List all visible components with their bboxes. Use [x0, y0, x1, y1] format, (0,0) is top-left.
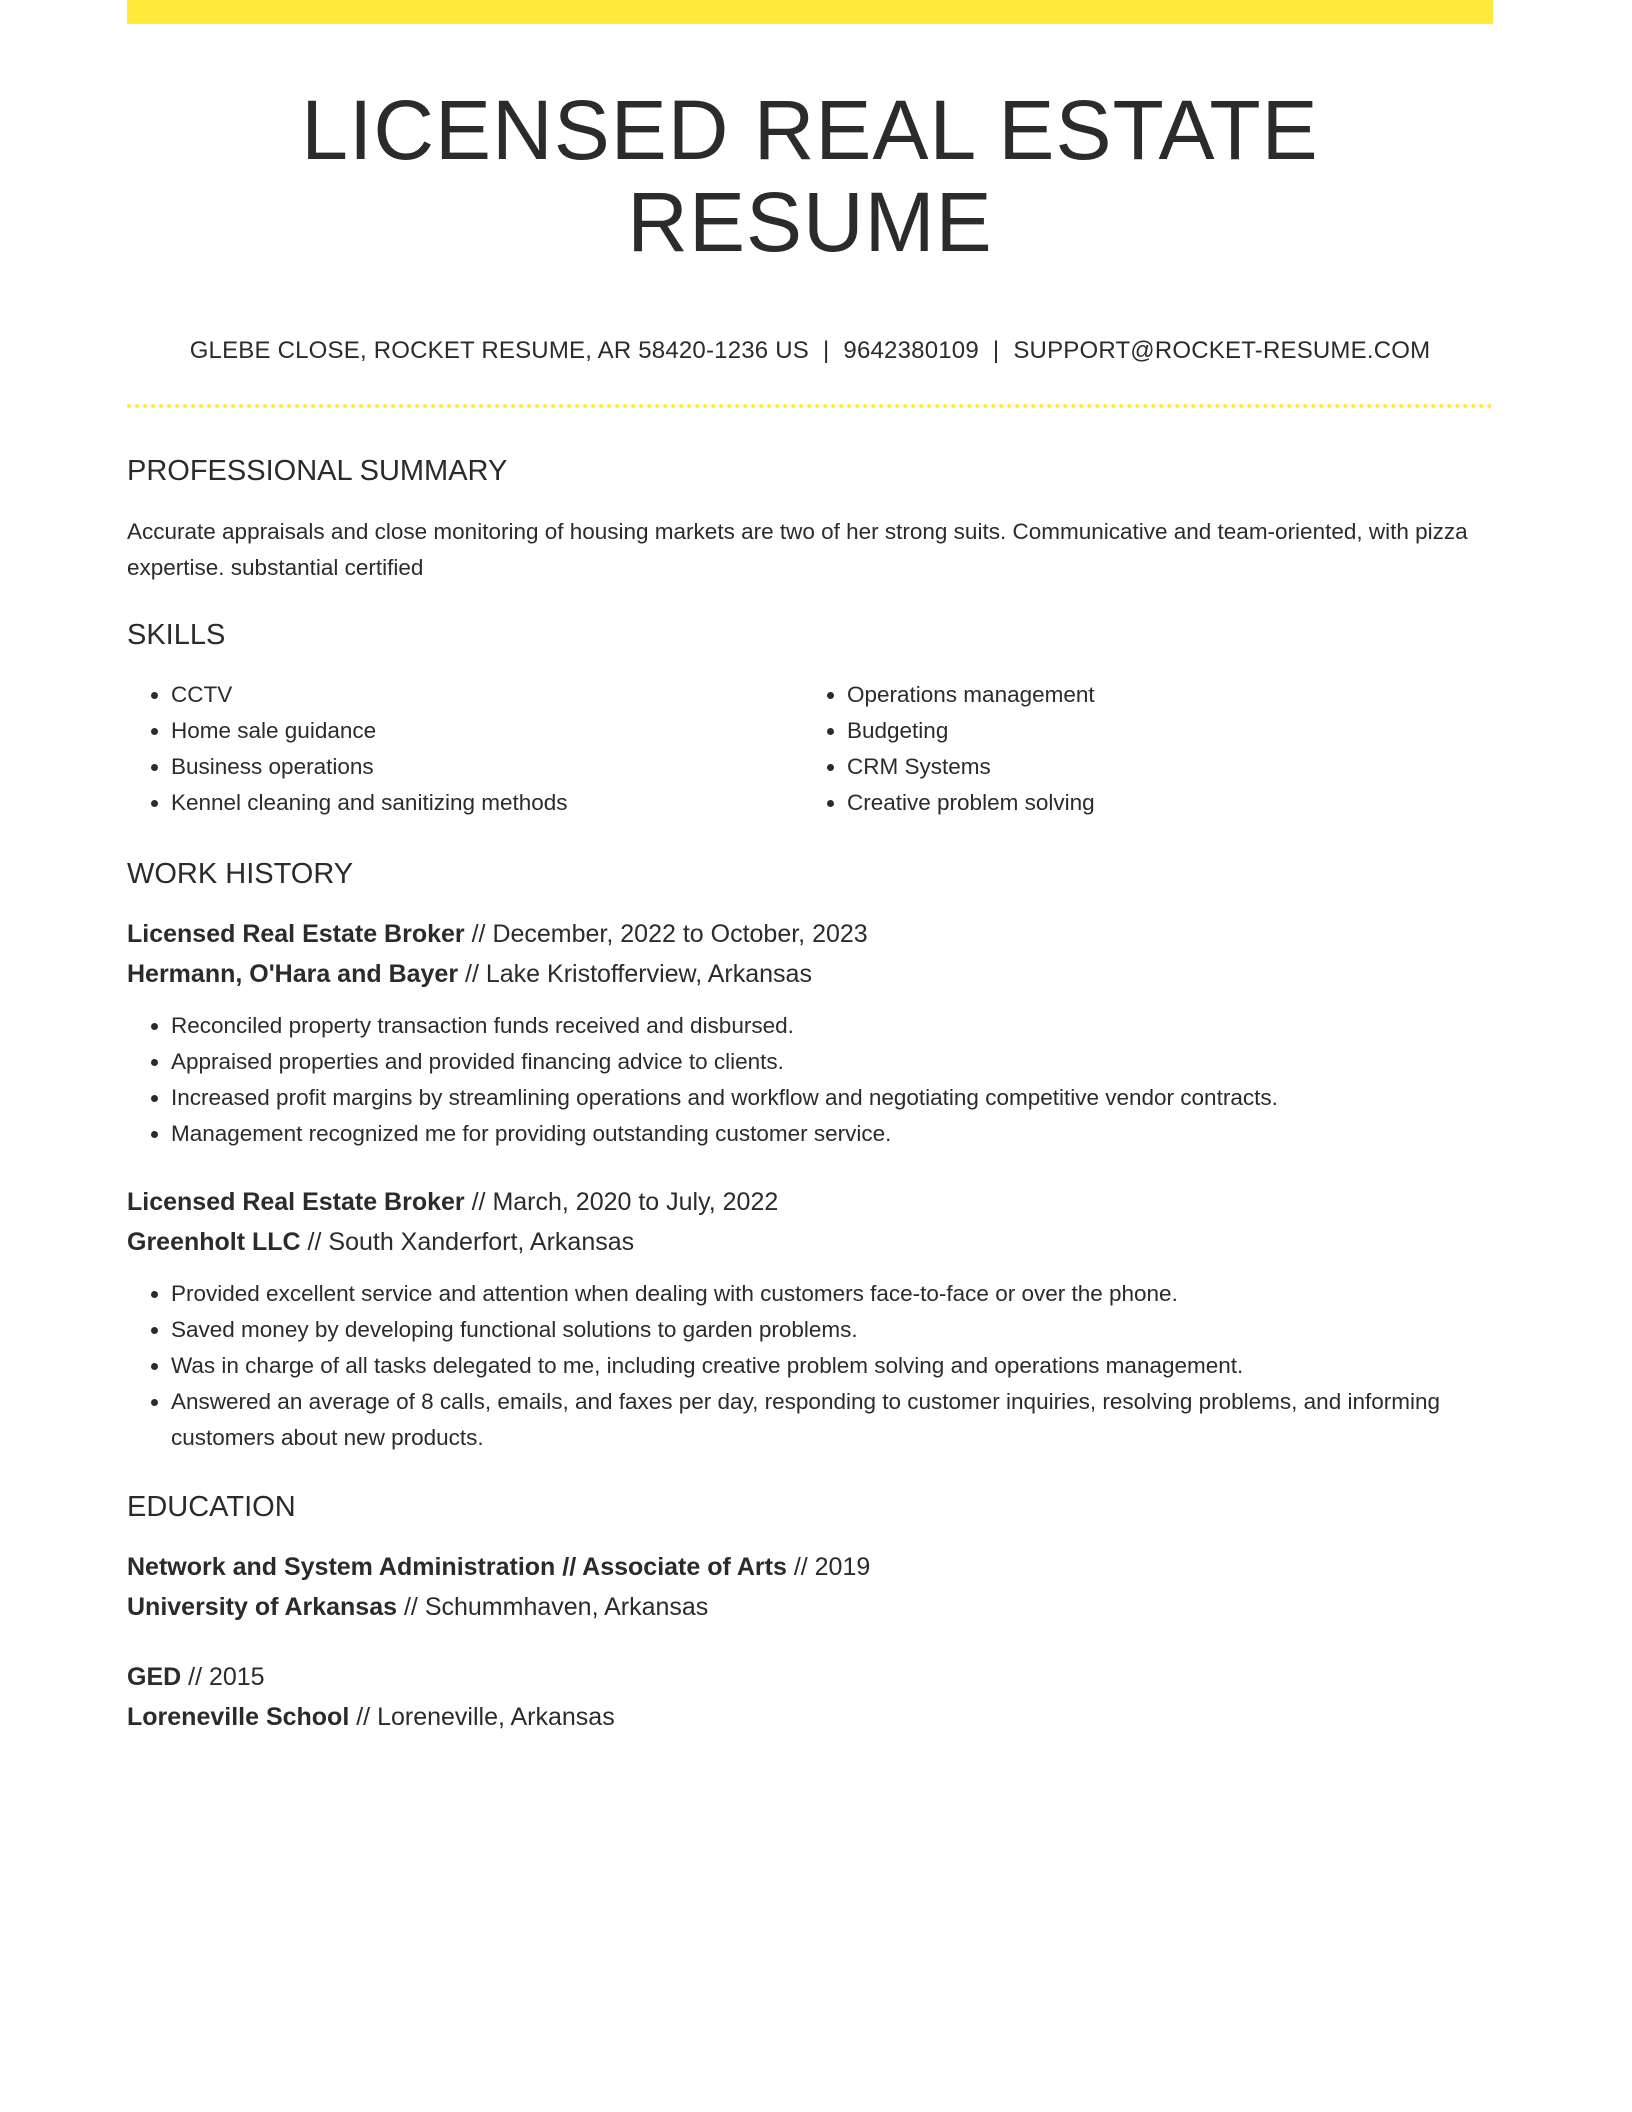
education-school-line	[127, 1587, 1493, 1627]
job-company-line	[127, 1222, 1493, 1262]
job-bullet: • Reconciled property transaction funds received and disbursed.	[171, 1008, 1493, 1044]
education-degree: Network and System Administration // Associate of Arts	[127, 1552, 787, 1581]
job-title-line	[127, 1182, 1493, 1222]
job-location: // Lake Kristofferview, Arkansas	[458, 959, 812, 988]
section-heading-summary: PROFESSIONAL SUMMARY	[127, 454, 508, 487]
contact-separator: |	[992, 336, 1000, 364]
contact-line	[127, 337, 1493, 366]
education-location: // Schummhaven, Arkansas	[397, 1592, 709, 1621]
education-year: // 2019	[786, 1552, 871, 1581]
education-school-line	[127, 1697, 1493, 1737]
job-dates: // December, 2022 to October, 2023	[464, 919, 868, 948]
job-bullets	[127, 1008, 1493, 1152]
skills-grid	[127, 677, 1493, 821]
job-company-line	[127, 954, 1493, 994]
skills-column-right	[817, 677, 1493, 821]
job-bullet: • Appraised properties and provided financing advice to clients.	[171, 1044, 1493, 1080]
skill-item: • Home sale guidance	[171, 713, 817, 749]
skill-item: • CCTV	[171, 677, 817, 713]
skill-item: • Operations management	[847, 677, 1493, 713]
education-degree: GED	[127, 1662, 182, 1691]
education-degree-line	[127, 1547, 1493, 1587]
job-location: // South Xanderfort, Arkansas	[300, 1227, 635, 1256]
education-school: University of Arkansas	[127, 1592, 398, 1621]
summary-text: Accurate appraisals and close monitoring of housing markets are two of her strong suits. Communicative and team-oriented, with pizza expertise. substantial certified	[127, 519, 1468, 581]
skill-item: • Creative problem solving	[847, 785, 1493, 821]
education-school: Loreneville School	[127, 1702, 350, 1731]
dotted-divider	[127, 404, 1493, 408]
job-company: Greenholt LLC	[127, 1227, 301, 1256]
job-dates: // March, 2020 to July, 2022	[464, 1187, 779, 1216]
contact-email: SUPPORT@ROCKET-RESUME.COM	[1013, 336, 1431, 364]
job-entry	[127, 914, 1493, 1152]
contact-phone: 9642380109	[843, 336, 979, 364]
resume-page	[127, 0, 1493, 1737]
education-location: // Loreneville, Arkansas	[349, 1702, 615, 1731]
skill-item: • CRM Systems	[847, 749, 1493, 785]
job-title: Licensed Real Estate Broker	[127, 1187, 465, 1216]
top-accent-bar	[127, 0, 1493, 24]
job-bullet: • Was in charge of all tasks delegated to me, including creative problem solving and operations management.	[171, 1348, 1493, 1384]
job-title-line	[127, 914, 1493, 954]
skill-item: • Budgeting	[847, 713, 1493, 749]
job-company: Hermann, O'Hara and Bayer	[127, 959, 459, 988]
skill-item: • Business operations	[171, 749, 817, 785]
education-year: // 2015	[181, 1662, 265, 1691]
job-bullet: • Saved money by developing functional solutions to garden problems.	[171, 1312, 1493, 1348]
education-entry	[127, 1547, 1493, 1627]
resume-title: LICENSED REAL ESTATE RESUME	[301, 83, 1319, 270]
section-heading-education: EDUCATION	[127, 1490, 296, 1523]
section-heading-work-history: WORK HISTORY	[127, 858, 354, 891]
job-bullet: • Management recognized me for providing outstanding customer service.	[171, 1116, 1493, 1152]
job-bullets	[127, 1276, 1493, 1456]
education-entry	[127, 1657, 1493, 1737]
job-bullet: • Provided excellent service and attention when dealing with customers face-to-face or over the phone.	[171, 1276, 1493, 1312]
education-degree-line	[127, 1657, 1493, 1697]
job-title: Licensed Real Estate Broker	[127, 919, 465, 948]
job-bullet: • Answered an average of 8 calls, emails, and faxes per day, responding to customer inquiries, resolving problems, and informing customers about new products.	[171, 1384, 1493, 1456]
job-entry	[127, 1182, 1493, 1456]
contact-address: GLEBE CLOSE, ROCKET RESUME, AR 58420-1236 US	[189, 336, 809, 364]
section-heading-skills: SKILLS	[127, 619, 226, 652]
skill-item: • Kennel cleaning and sanitizing methods	[171, 785, 817, 821]
skills-column-left	[127, 677, 817, 821]
contact-separator: |	[822, 336, 830, 364]
job-bullet: • Increased profit margins by streamlining operations and workflow and negotiating competitive vendor contracts.	[171, 1080, 1493, 1116]
